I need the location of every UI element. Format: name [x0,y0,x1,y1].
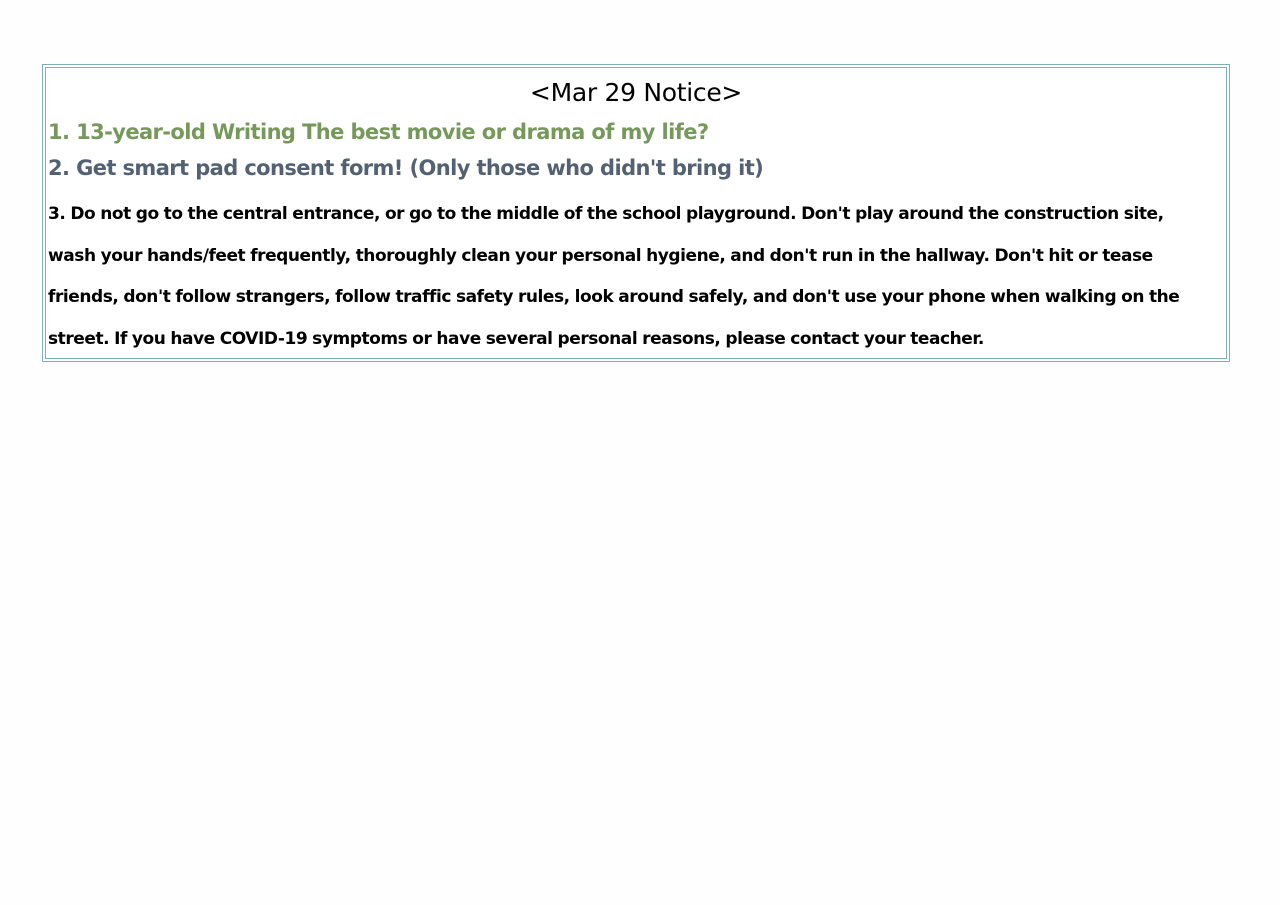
notice-title: <Mar 29 Notice> [529,78,743,107]
notice-item-safety-rules: 3. Do not go to the central entrance, or go to the middle of the school playground. Don't play around the construction site, wash your hands/feet frequently, thoroughly clean your personal hygiene, and don't run in the hallway. Don't hit or tease friends, don't follow strangers, follow traffic safety rules, look around safely, and don't use your phone when walking on the street. If you have COVID-19 symptoms or have several personal reasons, please contact your teacher. [48,204,1180,349]
notice-item-writing-assignment: 1. 13-year-old Writing The best movie or drama of my life? [48,120,709,144]
notice-box [42,64,1230,362]
notice-item-consent-form: 2. Get smart pad consent form! (Only those who didn't bring it) [48,156,764,180]
